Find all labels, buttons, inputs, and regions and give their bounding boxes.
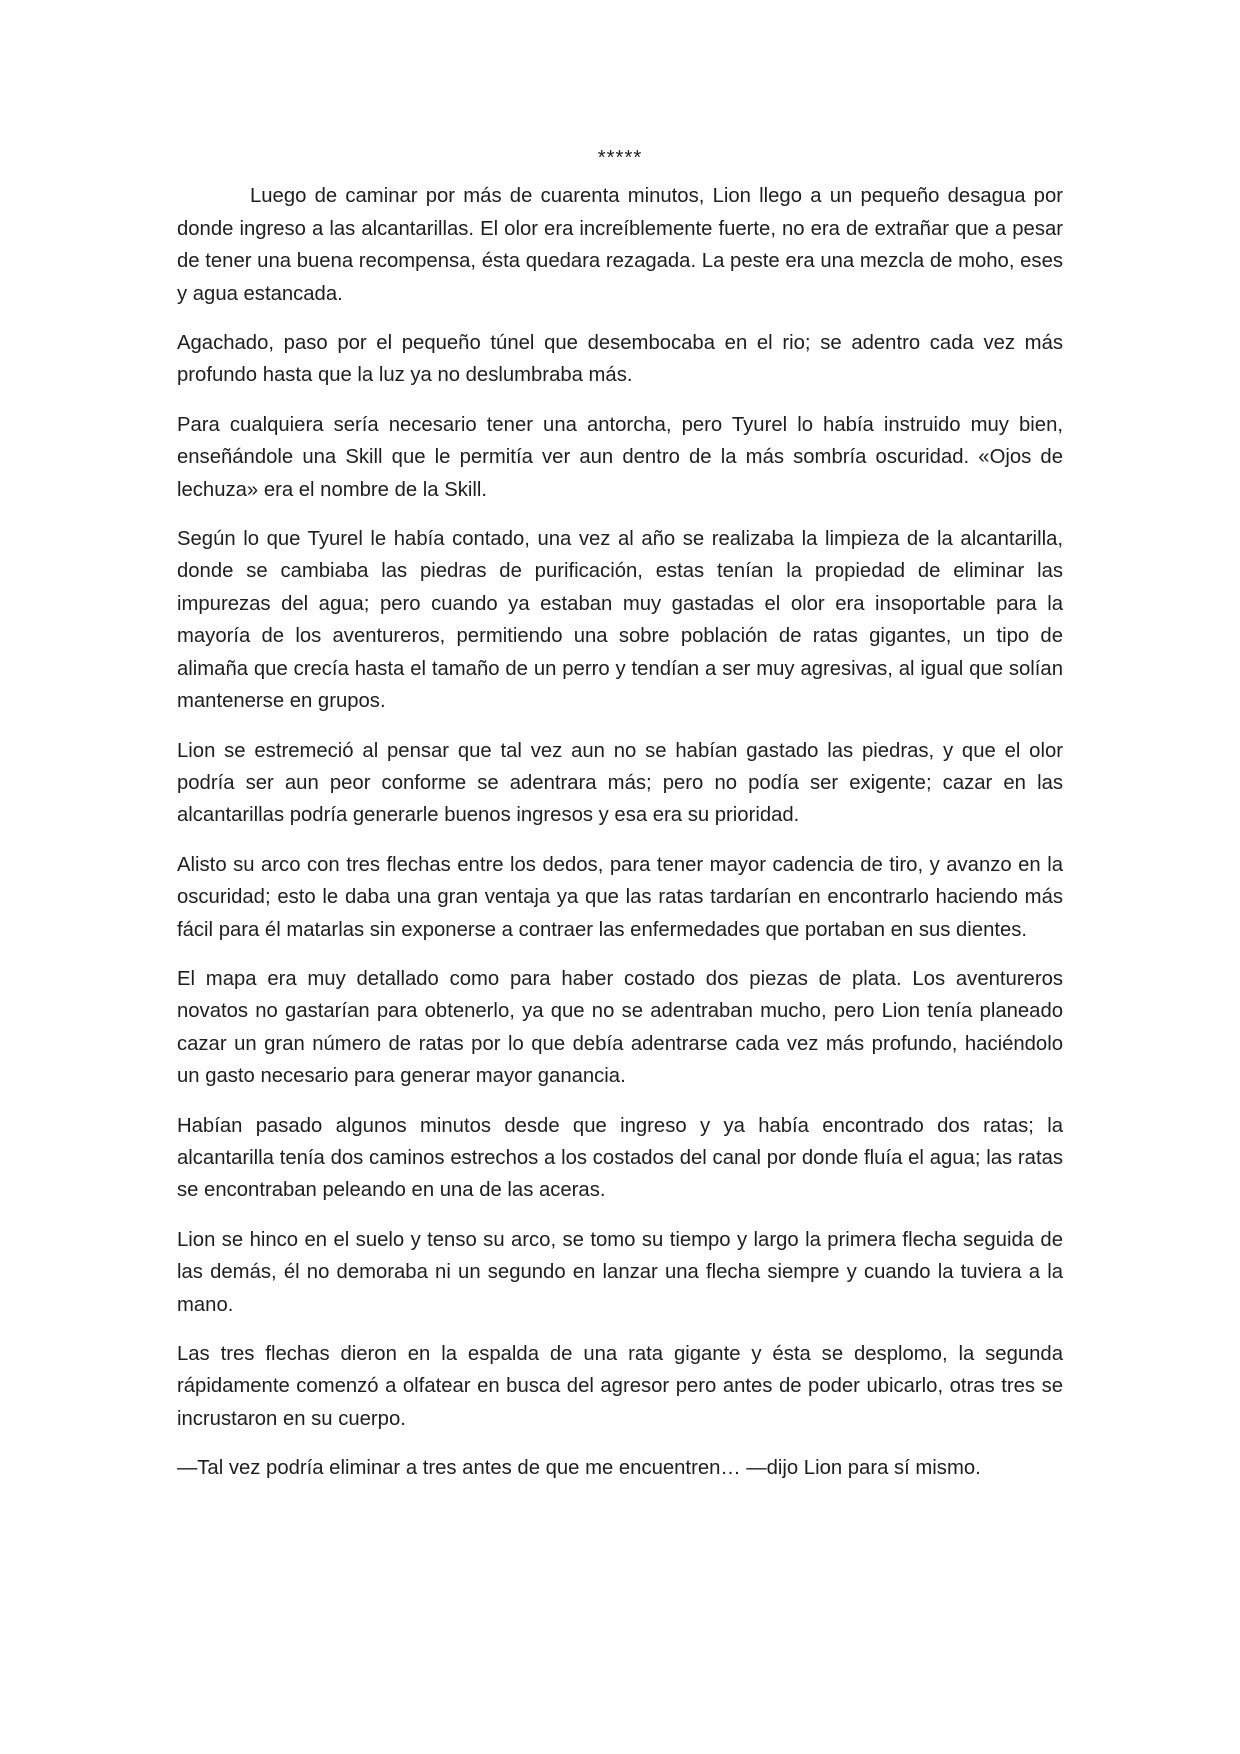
paragraph-5: Lion se estremeció al pensar que tal vez aun no se habían gastado las piedras, y que el olor podría ser aun peor conforme se adentrara más; pero no podía ser exigente; cazar en las alcantarillas podría generarle buenos ingresos y esa era su prioridad. [177,739,1063,827]
paragraph-4: Según lo que Tyurel le había contado, una vez al año se realizaba la limpieza de la alcantarilla, donde se cambiaba las piedras de purificación, estas tenían la propiedad de eliminar las impurezas del agua; pero cuando ya estaban muy gastadas el olor era insoportable para la mayoría de los aventureros, permitiendo una sobre población de ratas gigantes, un tipo de alimaña que crecía hasta el tamaño de un perro y tendían a ser muy agresivas, al igual que solían mantenerse en grupos. [177,528,1063,713]
body-text [177,142,1063,1502]
paragraph-6: Alisto su arco con tres flechas entre los dedos, para tener mayor cadencia de tiro, y avanzo en la oscuridad; esto le daba una gran ventaja ya que las ratas tardarían en encontrarlo haciendo más fácil para él matarlas sin exponerse a contraer las enfermedades que portaban en sus dientes. [177,853,1063,941]
paragraph-9: Lion se hinco en el suelo y tenso su arco, se tomo su tiempo y largo la primera flecha seguida de las demás, él no demoraba ni un segundo en lanzar una flecha siempre y cuando la tuviera a la mano. [177,1228,1063,1316]
paragraph-8: Habían pasado algunos minutos desde que ingreso y ya había encontrado dos ratas; la alcantarilla tenía dos caminos estrechos a los costados del canal por donde fluía el agua; las ratas se encontraban peleando en una de las aceras. [177,1114,1063,1202]
paragraph-1: Luego de caminar por más de cuarenta minutos, Lion llego a un pequeño desagua por donde ingreso a las alcantarillas. El olor era increíblemente fuerte, no era de extrañar que a pesar de tener una buena recompensa, ésta quedara rezagada. La peste era una mezcla de moho, eses y agua estancada. [177,185,1063,305]
scene-separator: ***** [597,147,643,169]
paragraph-3: Para cualquiera sería necesario tener una antorcha, pero Tyurel lo había instruido muy bien, enseñándole una Skill que le permitía ver aun dentro de la más sombría oscuridad. «Ojos de lechuza» era el nombre de la Skill. [177,413,1063,501]
paragraph-10: Las tres flechas dieron en la espalda de una rata gigante y ésta se desplomo, la segunda rápidamente comenzó a olfatear en busca del agresor pero antes de poder ubicarlo, otras tres se incrustaron en su cuerpo. [177,1343,1063,1430]
paragraph-7: El mapa era muy detallado como para haber costado dos piezas de plata. Los aventureros novatos no gastarían para obtenerlo, ya que no se adentraban mucho, pero Lion tenía planeado cazar un gran número de ratas por lo que debía adentrarse cada vez más profundo, haciéndolo un gasto necesario para generar mayor ganancia. [177,967,1063,1088]
paragraph-11-dialogue: —Tal vez podría eliminar a tres antes de que me encuentren… —dijo Lion para sí mismo. [177,1457,981,1480]
paragraph-2: Agachado, paso por el pequeño túnel que desembocaba en el rio; se adentro cada vez más profundo hasta que la luz ya no deslumbraba más. [177,332,1063,387]
